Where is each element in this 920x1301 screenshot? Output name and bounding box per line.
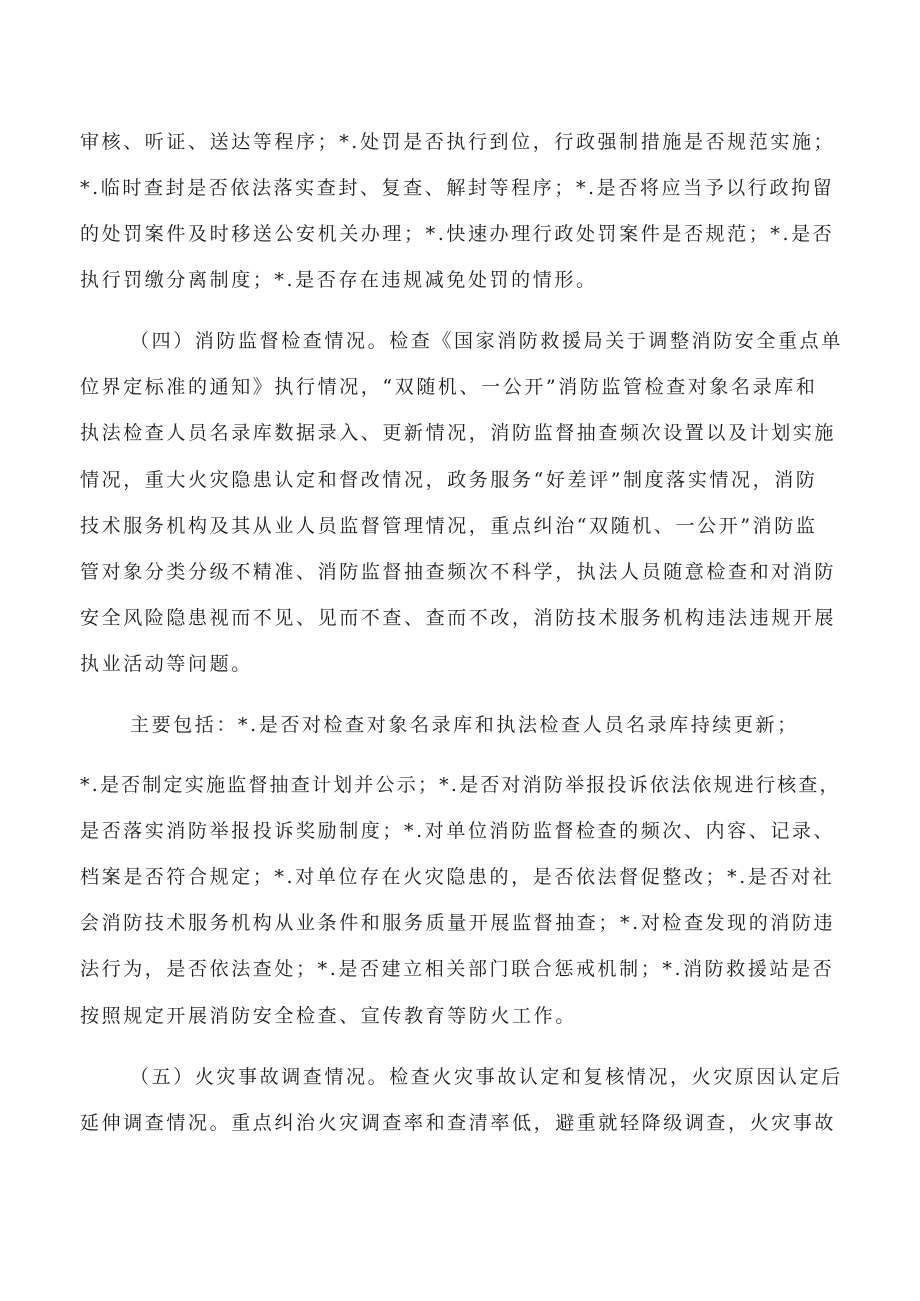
paragraph-3-line-1: 主要包括：*.是否对检查对象名录库和执法检查人员名录库持续更新； xyxy=(130,714,799,736)
paragraph-2-line-8: 执业活动等问题。 xyxy=(80,653,253,675)
paragraph-1-line-3: 的处罚案件及时移送公安机关办理；*.快速办理行政处罚案件是否规范；*.是否 xyxy=(80,223,835,245)
paragraph-2-line-3: 执法检查人员名录库数据录入、更新情况，消防监督抽查频次设置以及计划实施 xyxy=(80,422,837,444)
paragraph-4-line-4: 会消防技术服务机构从业条件和服务质量开展监督抽查；*.对检查发现的消防违 xyxy=(80,912,836,934)
paragraph-4-line-6: 按照规定开展消防安全检查、宣传教育等防火工作。 xyxy=(80,1005,577,1027)
paragraph-5-line-2: 延伸调查情况。重点纠治火灾调查率和查清率低，避重就轻降级调查，火灾事故 xyxy=(80,1112,837,1134)
paragraph-2-line-1: （四）消防监督检查情况。检查《国家消防救援局关于调整消防安全重点单 xyxy=(130,330,843,352)
paragraph-4-line-2: 是否落实消防举报投诉奖励制度；*.对单位消防监督检查的频次、内容、记录、 xyxy=(80,820,836,842)
paragraph-1-line-4: 执行罚缴分离制度；*.是否存在违规减免处罚的情形。 xyxy=(80,269,598,291)
paragraph-2-line-4: 情况，重大火灾隐患认定和督改情况，政务服务“好差评”制度落实情况，消防 xyxy=(80,469,818,491)
paragraph-2-line-7: 安全风险隐患视而不见、见而不查、查而不改，消防技术服务机构违法违规开展 xyxy=(80,607,837,629)
paragraph-1-line-1: 审核、听证、送达等程序；*.处罚是否执行到位，行政强制措施是否规范实施； xyxy=(80,131,836,153)
paragraph-5-line-1: （五）火灾事故调查情况。检查火灾事故认定和复核情况，火灾原因认定后 xyxy=(130,1066,843,1088)
paragraph-4-line-5: 法行为，是否依法查处；*.是否建立相关部门联合惩戒机制；*.消防救援站是否 xyxy=(80,958,835,980)
paragraph-2-line-2: 位界定标准的通知》执行情况，“双随机、一公开”消防监管检查对象名录库和 xyxy=(80,376,818,398)
paragraph-2-line-6: 管对象分类分级不精准、消防监督抽查频次不科学，执法人员随意检查和对消防 xyxy=(80,561,837,583)
paragraph-4-line-3: 档案是否符合规定；*.对单位存在火灾隐患的，是否依法督促整改；*.是否对社 xyxy=(80,866,835,888)
paragraph-4-line-1: *.是否制定实施监督抽查计划并公示；*.是否对消防举报投诉依法依规进行核查， xyxy=(80,774,841,796)
paragraph-2-line-5: 技术服务机构及其从业人员监督管理情况，重点纠治“双随机、一公开”消防监 xyxy=(80,515,818,537)
paragraph-1-line-2: *.临时查封是否依法落实查封、复查、解封等程序；*.是否将应当予以行政拘留 xyxy=(80,177,835,199)
